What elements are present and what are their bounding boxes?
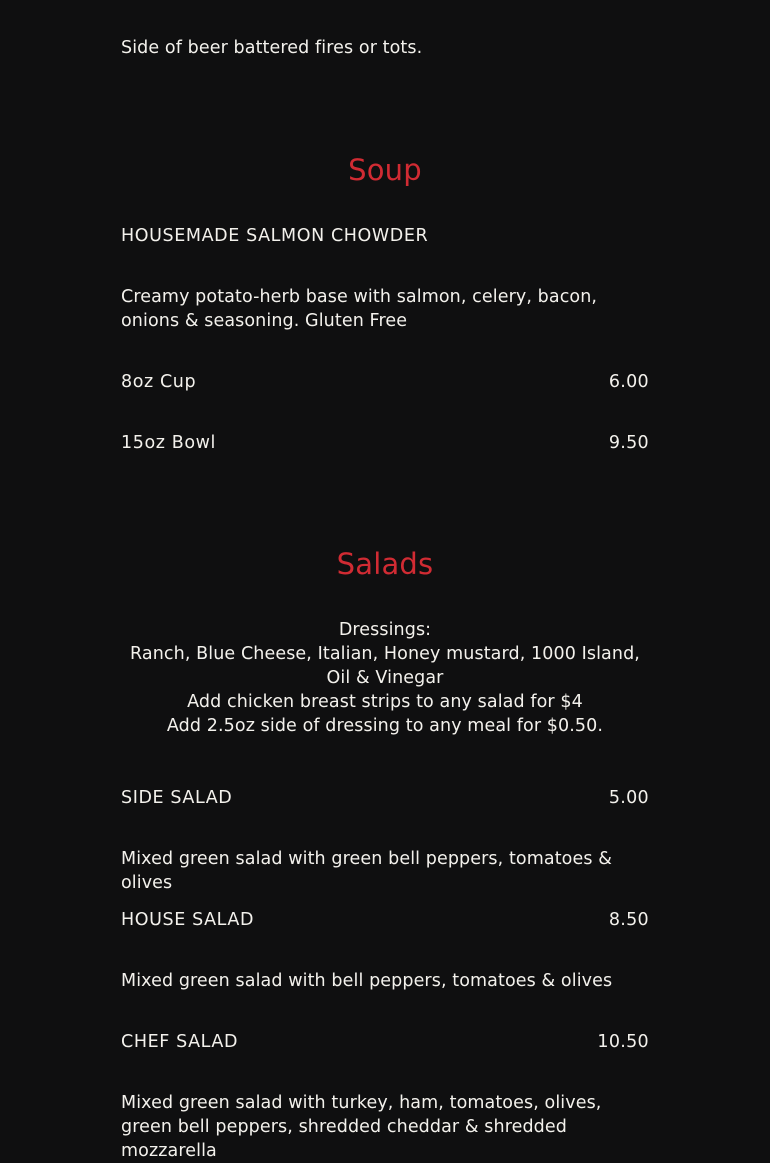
notes-line: Add 2.5oz side of dressing to any meal for $0.50. [166, 716, 604, 736]
soup-size-label: 8oz Cup [121, 372, 197, 392]
salad-item-name: CHEF SALAD [121, 1032, 239, 1052]
notes-line: Dressings: [338, 620, 432, 640]
salad-item-description: Mixed green salad with bell peppers, tomatoes & olives [121, 971, 613, 991]
salad-item-name: HOUSE SALAD [121, 910, 255, 930]
salad-item-description: Mixed green salad with green bell peppers, tomatoes & olives [121, 849, 612, 893]
salad-dressing-notes [81, 618, 689, 738]
notes-line: Add chicken breast strips to any salad for $4 [187, 692, 583, 712]
soup-item-description: Creamy potato-herb base with salmon, celery, bacon, onions & seasoning. Gluten Free [121, 287, 598, 331]
salad-item-price: 5.00 [608, 788, 649, 808]
salad-item-description: Mixed green salad with turkey, ham, tomatoes, olives, green bell peppers, shredded cheddar & shredded mozzarella [121, 1093, 602, 1161]
soup-item-row [121, 224, 649, 248]
salad-item-name: SIDE SALAD [121, 788, 233, 808]
soup-size-row [121, 431, 649, 455]
notes-line: Oil & Vinegar [326, 668, 444, 688]
section-title-salads: Salads [336, 547, 434, 581]
soup-size-label: 15oz Bowl [121, 433, 217, 453]
section-title-soup: Soup [348, 153, 422, 187]
salad-item-price: 10.50 [597, 1032, 649, 1052]
soup-size-price: 6.00 [608, 372, 649, 392]
salad-item-row [121, 908, 649, 932]
salad-item-row [121, 1030, 649, 1054]
salad-item-price: 8.50 [608, 910, 649, 930]
soup-size-row [121, 370, 649, 394]
soup-size-price: 9.50 [608, 433, 649, 453]
notes-line: Ranch, Blue Cheese, Italian, Honey mustard, 1000 Island, [130, 644, 640, 664]
soup-item-name: HOUSEMADE SALMON CHOWDER [121, 226, 429, 246]
salad-item-row [121, 786, 649, 810]
intro-text: Side of beer battered fires or tots. [121, 38, 423, 58]
